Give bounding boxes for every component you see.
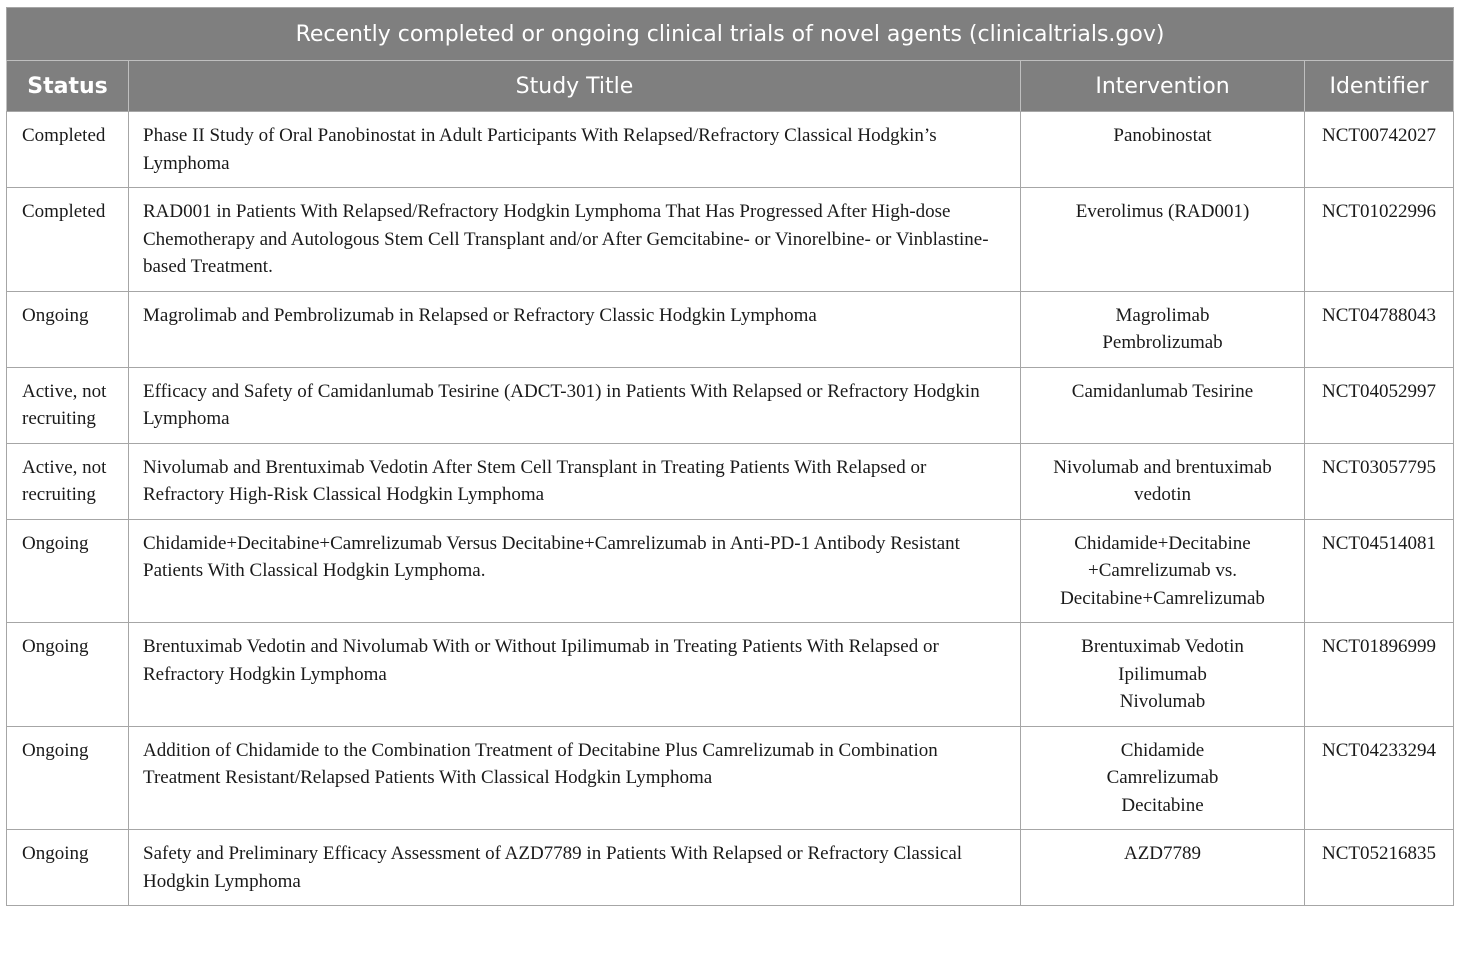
study-title-cell: Brentuximab Vedotin and Nivolumab With or Without Ipilimumab in Treating Patients With Relapsed or Refractory Hodgkin Lymphoma: [129, 623, 1021, 727]
intervention-item: Camidanlumab Tesirine: [1071, 380, 1254, 402]
table-row: [7, 367, 1454, 443]
intervention-item: Chidamide+Decitabine: [1074, 532, 1251, 554]
status-cell: Ongoing: [7, 291, 129, 367]
intervention-cell: [1021, 443, 1305, 519]
identifier-cell: NCT05216835: [1305, 830, 1454, 906]
intervention-cell: [1021, 188, 1305, 292]
identifier-column-header: Identifier: [1305, 61, 1454, 112]
study-title-cell: Nivolumab and Brentuximab Vedotin After Stem Cell Transplant in Treating Patients With Relapsed or Refractory High-Risk Classical Hodgkin Lymphoma: [129, 443, 1021, 519]
clinical-trials-table: [6, 7, 1454, 906]
study-title-cell: Magrolimab and Pembrolizumab in Relapsed or Refractory Classic Hodgkin Lymphoma: [129, 291, 1021, 367]
study-title-cell: Phase II Study of Oral Panobinostat in Adult Participants With Relapsed/Refractory Classical Hodgkin’s Lymphoma: [129, 112, 1021, 188]
table-row: [7, 623, 1454, 727]
study-title-cell: RAD001 in Patients With Relapsed/Refractory Hodgkin Lymphoma That Has Progressed After High-dose Chemotherapy and Autologous Stem Cell Transplant and/or After Gemcitabine- or Vinorelbine- or Vinblastine-based Treatment.: [129, 188, 1021, 292]
table-row: [7, 519, 1454, 623]
status-cell: Active, not recruiting: [7, 443, 129, 519]
identifier-cell: NCT03057795: [1305, 443, 1454, 519]
status-cell: Ongoing: [7, 726, 129, 830]
intervention-item: Ipilimumab: [1118, 663, 1207, 685]
identifier-cell: NCT04788043: [1305, 291, 1454, 367]
intervention-item: Pembrolizumab: [1102, 332, 1223, 353]
intervention-item: Nivolumab and brentuximab vedotin: [1053, 456, 1272, 505]
intervention-cell: [1021, 726, 1305, 830]
study-title-cell: Addition of Chidamide to the Combination Treatment of Decitabine Plus Camrelizumab in Combination Treatment Resistant/Relapsed Patients With Classical Hodgkin Lymphoma: [129, 726, 1021, 830]
study-title-column-header: Study Title: [129, 61, 1021, 112]
status-cell: Active, not recruiting: [7, 367, 129, 443]
identifier-cell: NCT04233294: [1305, 726, 1454, 830]
table-caption: Recently completed or ongoing clinical trials of novel agents (clinicaltrials.gov): [7, 8, 1454, 61]
intervention-cell: [1021, 830, 1305, 906]
intervention-item: +Camrelizumab vs.: [1088, 560, 1237, 581]
identifier-cell: NCT01896999: [1305, 623, 1454, 727]
intervention-item: Magrolimab: [1115, 304, 1210, 326]
intervention-item: Nivolumab: [1119, 691, 1206, 712]
intervention-item: Everolimus (RAD001): [1075, 201, 1250, 222]
status-column-header: Status: [7, 61, 129, 112]
intervention-item: Chidamide: [1120, 739, 1205, 761]
intervention-item: Brentuximab Vedotin: [1081, 636, 1244, 657]
identifier-cell: NCT01022996: [1305, 188, 1454, 292]
study-title-cell: Efficacy and Safety of Camidanlumab Tesirine (ADCT-301) in Patients With Relapsed or Refractory Hodgkin Lymphoma: [129, 367, 1021, 443]
status-cell: Completed: [7, 188, 129, 292]
intervention-cell: [1021, 519, 1305, 623]
intervention-item: Camrelizumab: [1106, 767, 1219, 788]
table-row: [7, 291, 1454, 367]
status-cell: Ongoing: [7, 830, 129, 906]
status-cell: Ongoing: [7, 623, 129, 727]
intervention-item: AZD7789: [1123, 843, 1202, 864]
intervention-cell: [1021, 623, 1305, 727]
identifier-cell: NCT00742027: [1305, 112, 1454, 188]
intervention-cell: [1021, 367, 1305, 443]
study-title-cell: Chidamide+Decitabine+Camrelizumab Versus Decitabine+Camrelizumab in Anti-PD-1 Antibody Resistant Patients With Classical Hodgkin Lymphoma.: [129, 519, 1021, 623]
intervention-cell: [1021, 112, 1305, 188]
study-title-cell: Safety and Preliminary Efficacy Assessment of AZD7789 in Patients With Relapsed or Refractory Classical Hodgkin Lymphoma: [129, 830, 1021, 906]
intervention-item: Decitabine: [1121, 794, 1204, 816]
intervention-cell: [1021, 291, 1305, 367]
table-row: [7, 188, 1454, 292]
status-cell: Completed: [7, 112, 129, 188]
table-row: [7, 726, 1454, 830]
table-row: [7, 443, 1454, 519]
identifier-cell: NCT04052997: [1305, 367, 1454, 443]
intervention-item: Panobinostat: [1113, 125, 1212, 146]
header-row: [7, 61, 1454, 112]
intervention-item: Decitabine+Camrelizumab: [1060, 587, 1265, 609]
table-row: [7, 112, 1454, 188]
table-row: [7, 830, 1454, 906]
intervention-column-header: Intervention: [1021, 61, 1305, 112]
identifier-cell: NCT04514081: [1305, 519, 1454, 623]
status-cell: Ongoing: [7, 519, 129, 623]
